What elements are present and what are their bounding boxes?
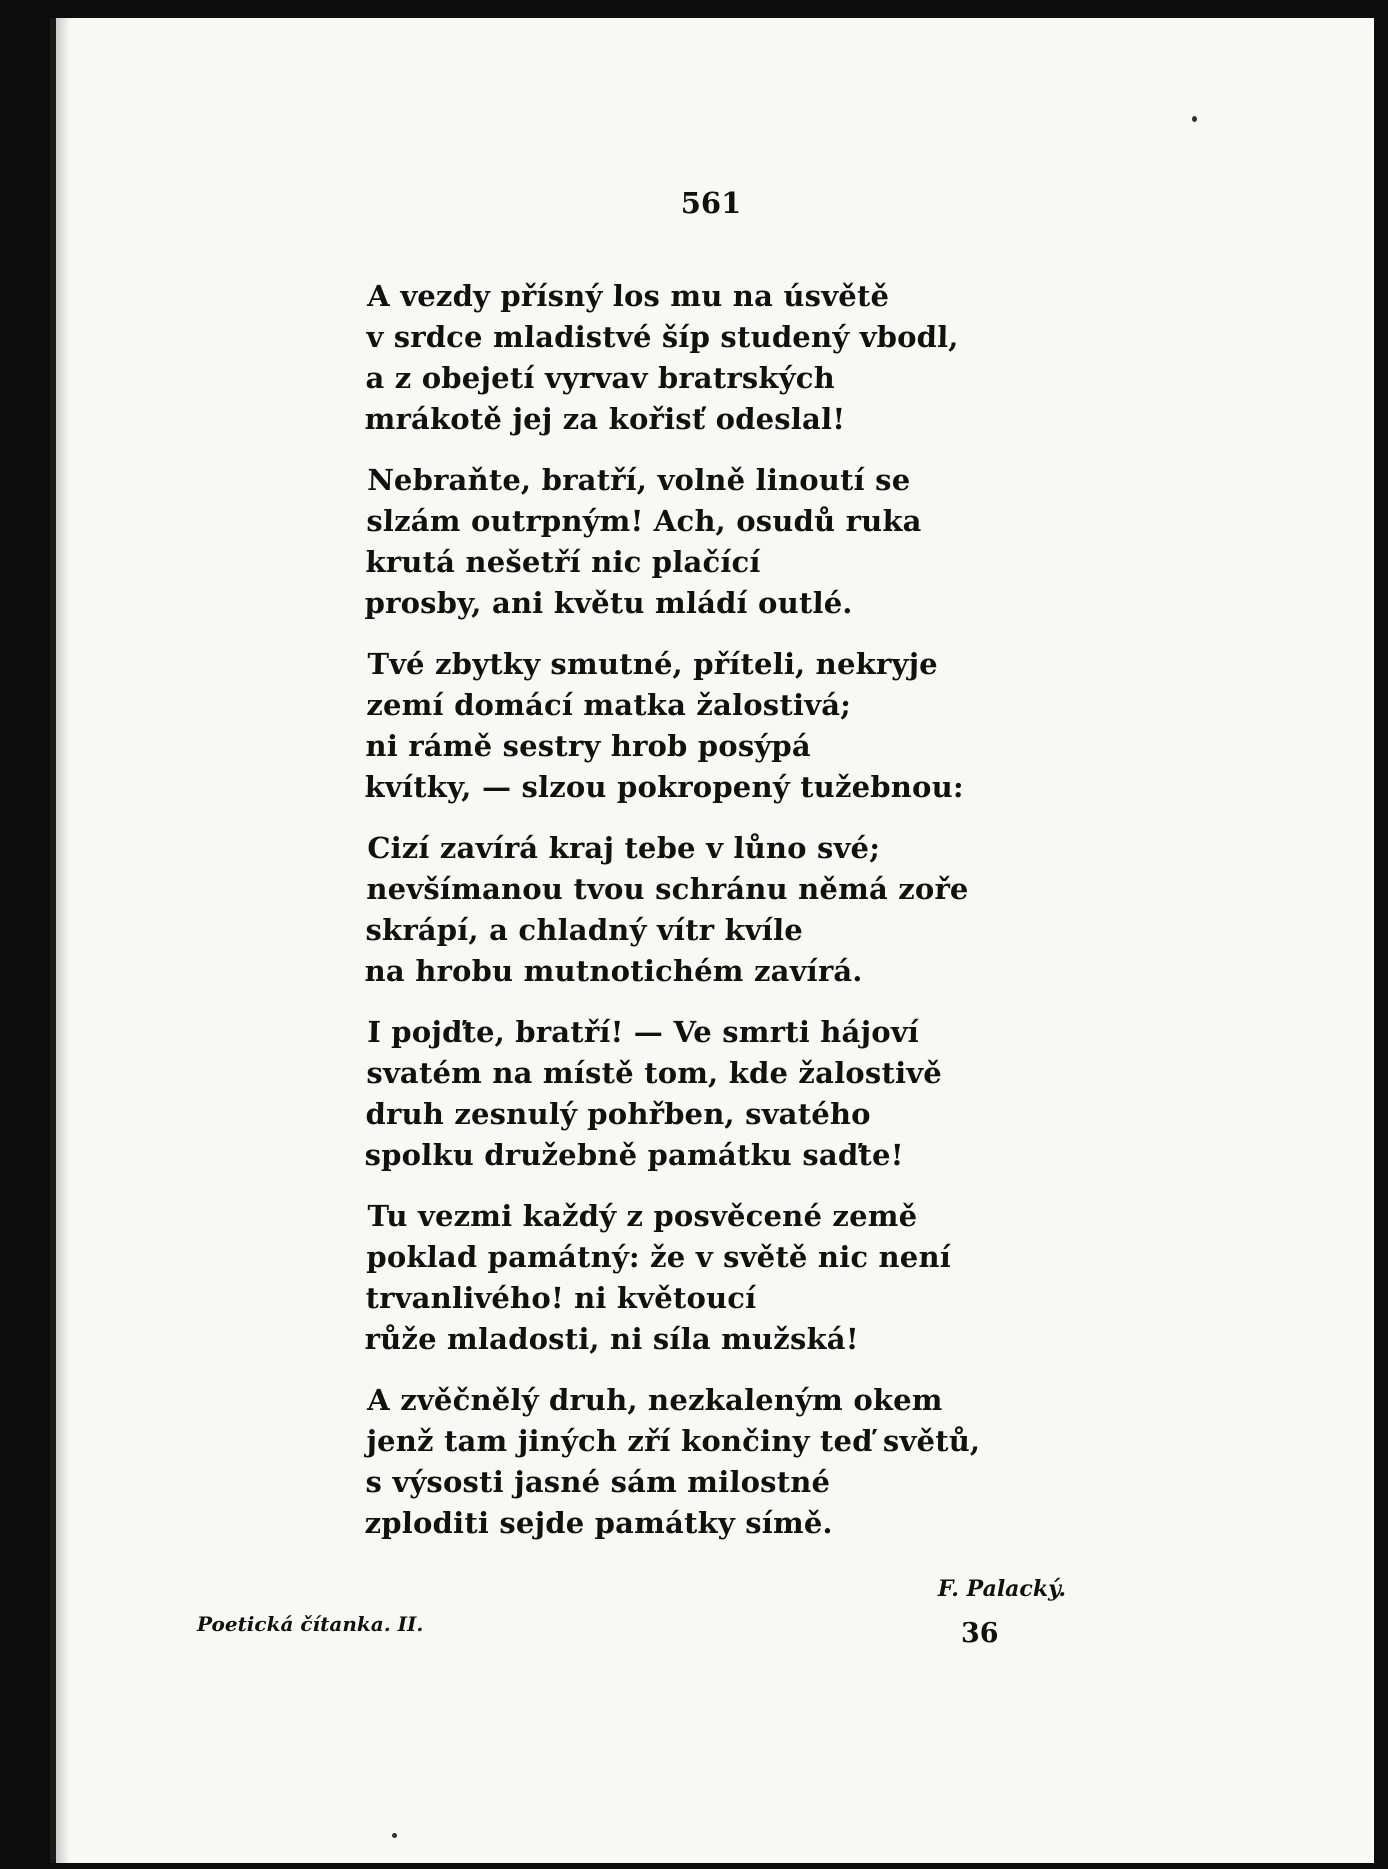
poem-line: růže mladosti, ni síla mužská! [364, 1322, 860, 1356]
poem-line: v srdce mladistvé šíp studený vbodl, [366, 320, 960, 354]
book-page [50, 18, 1374, 1863]
poem-line: I pojďte, bratří! — Ve smrti hájoví [366, 1015, 920, 1049]
poem-line: Tvé zbytky smutné, příteli, nekryje [366, 647, 939, 681]
poem-line: Tu vezmi každý z posvěcené země [366, 1199, 918, 1233]
poem-line: kvítky, — slzou pokropený tužebnou: [364, 770, 965, 804]
page-number: 561 [680, 186, 742, 220]
poem-line: na hrobu mutnotichém zavírá. [364, 954, 864, 988]
poem-line: A vezdy přísný los mu na úsvětě [366, 279, 890, 313]
stanza-3 [364, 644, 1087, 808]
poem-line: skrápí, a chladný vítr kvíle [365, 913, 804, 947]
poem [366, 276, 1086, 1564]
poem-line: Nebraňte, bratří, volně linoutí se [366, 463, 911, 497]
poem-line: nevšímanou tvou schránu němá zoře [366, 872, 970, 906]
poem-line: Cizí zavírá kraj tebe v lůno své; [366, 831, 881, 865]
stanza-1 [364, 276, 1087, 440]
stanza-6 [364, 1196, 1087, 1360]
poem-line: slzám outrpným! Ach, osudů ruka [366, 504, 923, 538]
poem-line: poklad památný: že v světě nic není [366, 1240, 952, 1274]
poem-line: zemí domácí matka žalostivá; [366, 688, 852, 722]
ink-speck [392, 1833, 397, 1838]
author-signature: F. Palacký. [937, 1576, 1066, 1602]
poem-line: prosby, ani květu mládí outlé. [364, 586, 854, 620]
stanza-5 [364, 1012, 1087, 1176]
stanza-2 [364, 460, 1087, 624]
poem-line: trvanlivého! ni květoucí [365, 1281, 757, 1315]
poem-line: ni rámě sestry hrob posýpá [365, 729, 812, 763]
poem-line: A zvěčnělý druh, nezkaleným okem [366, 1383, 944, 1417]
page-edge-shadow [56, 18, 70, 1863]
poem-line: jenž tam jiných zří končiny teď světů, [366, 1424, 981, 1458]
stanza-4 [364, 828, 1087, 992]
book-title-footer: Poetická čítanka. II. [197, 1612, 424, 1636]
poem-line: s výsosti jasné sám milostné [365, 1465, 831, 1499]
printer-signature-number: 36 [961, 1618, 999, 1649]
poem-line: spolku družebně památku saďte! [364, 1138, 904, 1172]
ink-speck [1192, 116, 1197, 122]
stanza-7 [364, 1380, 1087, 1544]
poem-line: a z obejetí vyrvav bratrských [365, 361, 836, 395]
poem-line: mrákotě jej za kořisť odeslal! [364, 402, 846, 436]
poem-line: druh zesnulý pohřben, svatého [365, 1097, 872, 1131]
poem-line: svatém na místě tom, kde žalostivě [366, 1056, 943, 1090]
poem-line: zploditi sejde památky símě. [364, 1506, 834, 1540]
poem-line: krutá nešetří nic plačící [365, 545, 762, 579]
